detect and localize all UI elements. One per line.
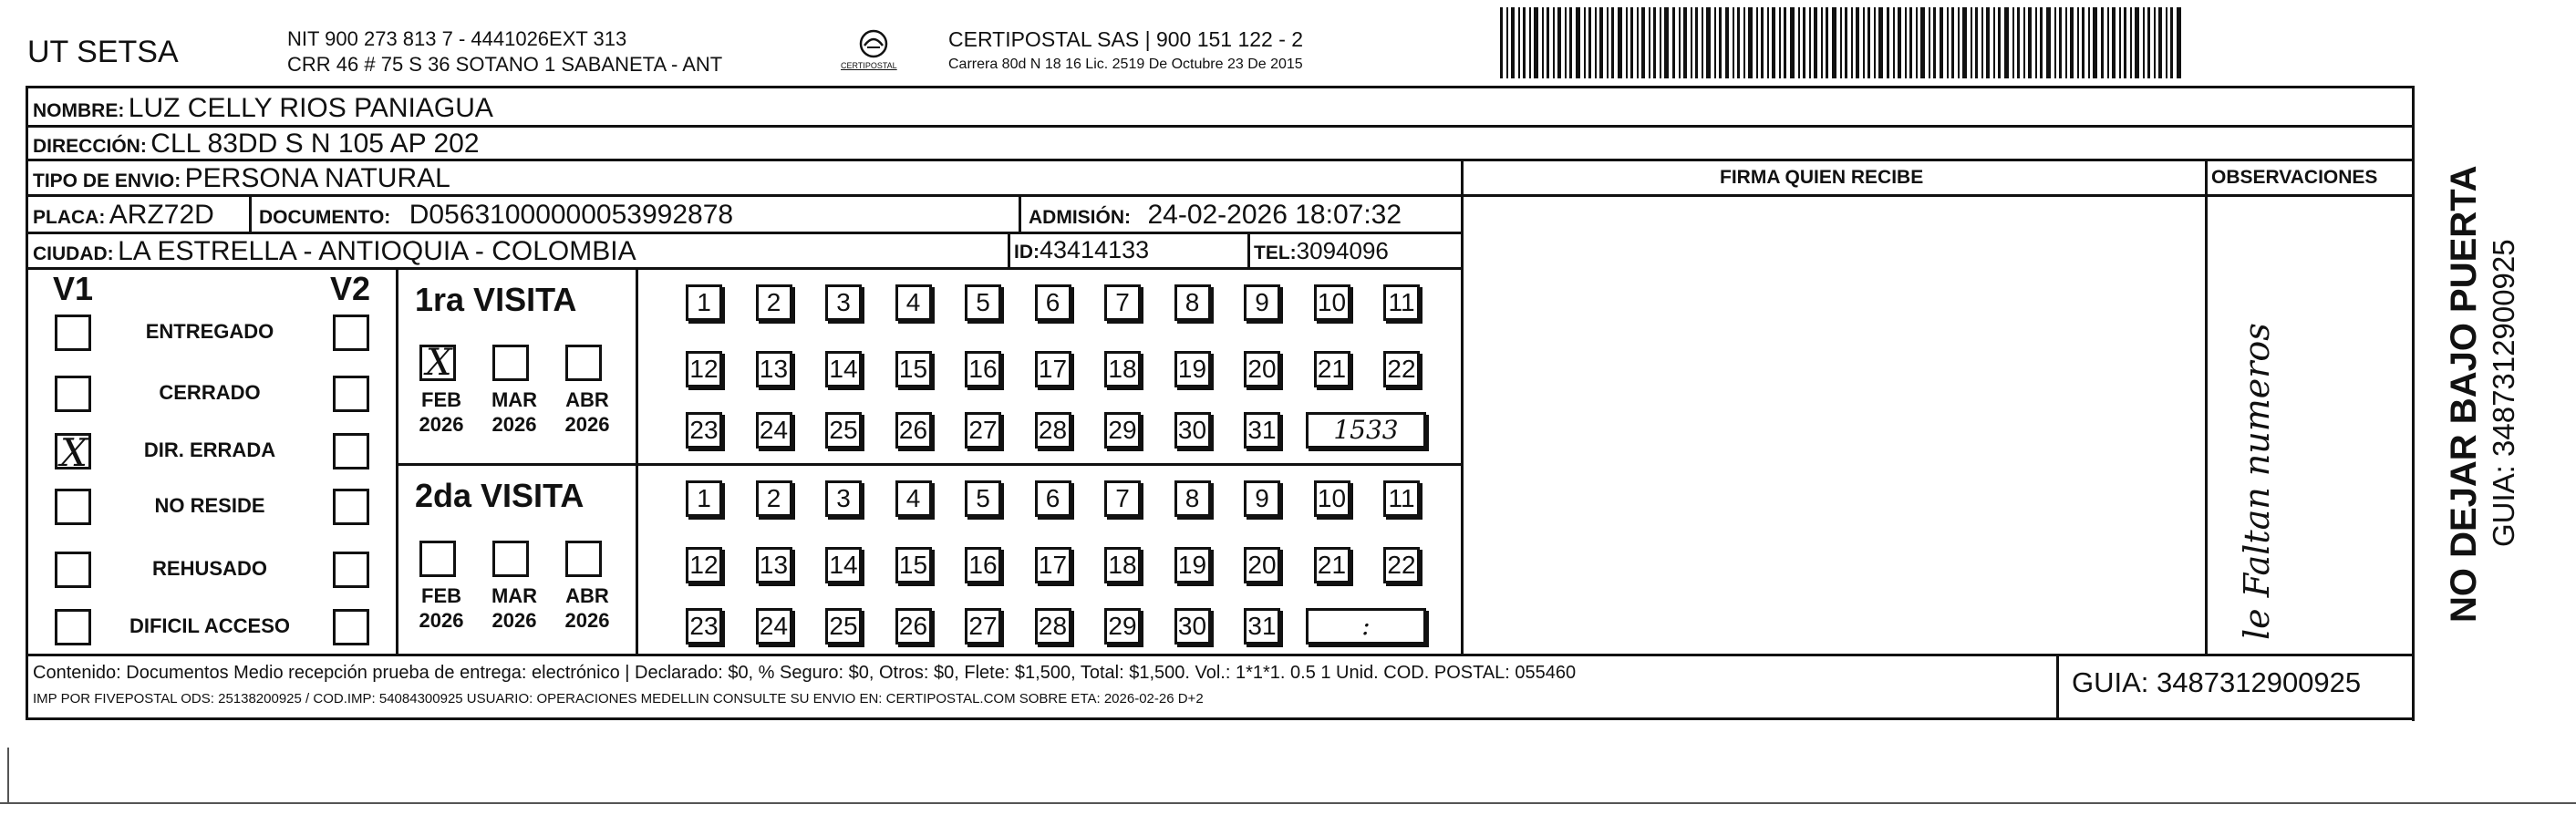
month-label: ABR	[565, 388, 609, 411]
month-year: 2026	[564, 609, 610, 632]
tipo-envio-label: TIPO DE ENVIO:	[33, 170, 181, 191]
day-box[interactable]: 23	[686, 608, 722, 645]
imp-line: IMP POR FIVEPOSTAL ODS: 25138200925 / COD.IMP: 54084300925 USUARIO: OPERACIONES MEDELLIN CONSULTE SU ENVIO EN: CERTIPOSTAL.COM SOBRE ETA: 2026-02-26 D+2	[33, 691, 1204, 707]
month-year: 2026	[419, 413, 464, 436]
ciudad-row	[33, 236, 636, 267]
day-box[interactable]: 20	[1244, 351, 1280, 387]
day-box[interactable]: 22	[1383, 547, 1420, 583]
nombre-label: NOMBRE:	[33, 100, 125, 121]
day-box[interactable]: 17	[1035, 547, 1071, 583]
month-year: 2026	[564, 413, 610, 436]
certipostal-logo-icon	[837, 27, 910, 78]
contenido-line: Contenido: Documentos Medio recepción prueba de entrega: electrónico | Declarado: $0, % Seguro: $0, Otros: $0, Flete: $1,500, Total: $1,500. Vol.: 1*1*1. 0.5 1 Unid. COD. POSTAL: 055460	[33, 663, 1577, 683]
v1-checkbox[interactable]	[55, 489, 91, 525]
license-line: Carrera 80d N 18 16 Lic. 2519 De Octubre 23 De 2015	[948, 57, 1303, 72]
tel-label: TEL:	[1254, 242, 1297, 263]
day-box[interactable]: 1	[686, 284, 722, 321]
day-box[interactable]: 24	[756, 412, 792, 449]
visit-title: 2da VISITA	[415, 477, 585, 514]
placa-value: ARZ72D	[109, 200, 214, 230]
carrier-line: CERTIPOSTAL SAS | 900 151 122 - 2	[948, 27, 1304, 51]
day-box[interactable]: 27	[965, 608, 1001, 645]
day-box[interactable]: 13	[756, 351, 792, 387]
day-box[interactable]: 6	[1035, 480, 1071, 517]
nombre-row	[33, 93, 493, 124]
id-value: 43414133	[1040, 236, 1150, 263]
v1-checkbox[interactable]	[55, 430, 91, 475]
day-box[interactable]: 17	[1035, 351, 1071, 387]
day-box[interactable]: 21	[1314, 547, 1350, 583]
documento-value: D05631000000053992878	[409, 200, 734, 230]
month-year: 2026	[491, 413, 537, 436]
day-box[interactable]: 6	[1035, 284, 1071, 321]
day-box[interactable]: 18	[1104, 547, 1141, 583]
day-box[interactable]: 30	[1174, 608, 1211, 645]
placa-row	[33, 200, 214, 231]
tel-row	[1254, 237, 1389, 265]
day-box[interactable]: 19	[1174, 351, 1211, 387]
v1-checkbox[interactable]	[55, 315, 91, 351]
month-checkbox[interactable]	[492, 541, 529, 577]
documento-row	[259, 200, 733, 231]
footer-guia: GUIA: 3487312900925	[2072, 666, 2362, 698]
v2-checkbox[interactable]	[333, 376, 369, 412]
month-label: MAR	[491, 584, 538, 607]
day-box[interactable]: 2	[756, 284, 792, 321]
day-box[interactable]: 15	[895, 547, 932, 583]
month-year: 2026	[491, 609, 537, 632]
documento-label: DOCUMENTO:	[259, 207, 391, 228]
day-box[interactable]: 8	[1174, 480, 1211, 517]
day-box[interactable]: 2	[756, 480, 792, 517]
day-box[interactable]: 4	[895, 480, 932, 517]
day-box[interactable]: 14	[825, 351, 862, 387]
month-label: MAR	[491, 388, 538, 411]
day-box[interactable]: 28	[1035, 608, 1071, 645]
observaciones-label: OBSERVACIONES	[2211, 167, 2378, 188]
status-label: CERRADO	[159, 381, 261, 404]
day-box[interactable]: 7	[1104, 480, 1141, 517]
day-box[interactable]: 10	[1314, 284, 1350, 321]
day-box[interactable]: 22	[1383, 351, 1420, 387]
month-label: FEB	[421, 584, 461, 607]
ciudad-label: CIUDAD:	[33, 243, 114, 264]
id-label: ID:	[1014, 242, 1040, 263]
observations-handwriting: le Faltan numeros	[2237, 323, 2277, 640]
company-name: UT SETSA	[27, 35, 179, 69]
nombre-value: LUZ CELLY RIOS PANIAGUA	[128, 93, 493, 123]
day-box[interactable]: 1	[686, 480, 722, 517]
tipo-envio-row	[33, 163, 450, 194]
day-box[interactable]: 31	[1244, 412, 1280, 449]
month-checkbox[interactable]	[419, 342, 456, 384]
nit-line: NIT 900 273 813 7 - 4441026EXT 313	[287, 27, 627, 50]
no-dejar-warning: NO DEJAR BAJO PUERTA	[2444, 165, 2484, 623]
direccion-row	[33, 129, 480, 160]
placa-label: PLACA:	[33, 207, 106, 228]
admision-row	[1029, 200, 1402, 231]
day-box[interactable]: 16	[965, 547, 1001, 583]
v2-label: V2	[330, 270, 371, 307]
day-box[interactable]: 29	[1104, 608, 1141, 645]
day-box[interactable]: 21	[1314, 351, 1350, 387]
day-box[interactable]: 26	[895, 412, 932, 449]
tipo-envio-value: PERSONA NATURAL	[184, 163, 450, 193]
day-box[interactable]: 8	[1174, 284, 1211, 321]
day-box[interactable]: 28	[1035, 412, 1071, 449]
month-checkbox[interactable]	[492, 345, 529, 381]
day-box[interactable]: 31	[1244, 608, 1280, 645]
v1-checkbox[interactable]	[55, 609, 91, 645]
day-box[interactable]: 14	[825, 547, 862, 583]
month-year: 2026	[419, 609, 464, 632]
day-box[interactable]: 23	[686, 412, 722, 449]
status-label: NO RESIDE	[154, 494, 265, 517]
day-box[interactable]: 5	[965, 480, 1001, 517]
time-box[interactable]: :	[1306, 608, 1426, 645]
day-box[interactable]: 18	[1104, 351, 1141, 387]
day-box[interactable]: 13	[756, 547, 792, 583]
day-box[interactable]: 11	[1383, 480, 1420, 517]
day-box[interactable]: 9	[1244, 284, 1280, 321]
day-box[interactable]: 3	[825, 284, 862, 321]
day-box[interactable]: 7	[1104, 284, 1141, 321]
month-checkbox[interactable]	[565, 541, 602, 577]
month-checkbox[interactable]	[419, 541, 456, 577]
tel-value: 3094096	[1296, 237, 1389, 264]
day-box[interactable]: 15	[895, 351, 932, 387]
day-box[interactable]: 10	[1314, 480, 1350, 517]
side-guia: GUIA: 3487312900925	[2487, 239, 2520, 547]
day-box[interactable]: 20	[1244, 547, 1280, 583]
time-box[interactable]: 1533	[1306, 412, 1426, 449]
company-address: CRR 46 # 75 S 36 SOTANO 1 SABANETA - ANT	[287, 53, 723, 76]
month-label: FEB	[421, 388, 461, 411]
day-box[interactable]: 29	[1104, 412, 1141, 449]
v2-checkbox[interactable]	[333, 315, 369, 351]
v1-checkbox[interactable]	[55, 376, 91, 412]
firma-label: FIRMA QUIEN RECIBE	[1720, 167, 1924, 188]
status-label: ENTREGADO	[145, 320, 274, 343]
day-box[interactable]: 11	[1383, 284, 1420, 321]
day-box[interactable]: 24	[756, 608, 792, 645]
day-box[interactable]: 25	[825, 412, 862, 449]
day-box[interactable]: 19	[1174, 547, 1211, 583]
admision-value: 24-02-2026 18:07:32	[1147, 200, 1402, 230]
day-box[interactable]: 5	[965, 284, 1001, 321]
ciudad-value: LA ESTRELLA - ANTIOQUIA - COLOMBIA	[118, 236, 636, 266]
admision-label: ADMISIÓN:	[1029, 207, 1131, 228]
day-box[interactable]: 26	[895, 608, 932, 645]
v2-checkbox[interactable]	[333, 489, 369, 525]
day-box[interactable]: 25	[825, 608, 862, 645]
v2-checkbox[interactable]	[333, 433, 369, 469]
v1-label: V1	[53, 270, 94, 307]
v1-checkbox[interactable]	[55, 552, 91, 588]
day-box[interactable]: 16	[965, 351, 1001, 387]
logo-caption: CERTIPOSTAL	[841, 61, 897, 70]
id-row	[1014, 236, 1149, 264]
day-box[interactable]: 12	[686, 351, 722, 387]
v2-checkbox[interactable]	[333, 552, 369, 588]
day-box[interactable]: 9	[1244, 480, 1280, 517]
barcode	[1500, 7, 2184, 78]
direccion-value: CLL 83DD S N 105 AP 202	[150, 129, 480, 159]
status-label: DIR. ERRADA	[143, 438, 276, 461]
day-box[interactable]: 30	[1174, 412, 1211, 449]
day-box[interactable]: 3	[825, 480, 862, 517]
month-label: ABR	[565, 584, 609, 607]
status-label: REHUSADO	[152, 557, 267, 580]
day-box[interactable]: 12	[686, 547, 722, 583]
v2-checkbox[interactable]	[333, 609, 369, 645]
month-checkbox[interactable]	[565, 345, 602, 381]
direccion-label: DIRECCIÓN:	[33, 136, 147, 157]
day-box[interactable]: 4	[895, 284, 932, 321]
check-mark: X	[60, 430, 88, 475]
status-label: DIFICIL ACCESO	[129, 614, 290, 637]
check-mark: X	[426, 342, 452, 384]
day-box[interactable]: 27	[965, 412, 1001, 449]
visit-title: 1ra VISITA	[415, 281, 577, 318]
